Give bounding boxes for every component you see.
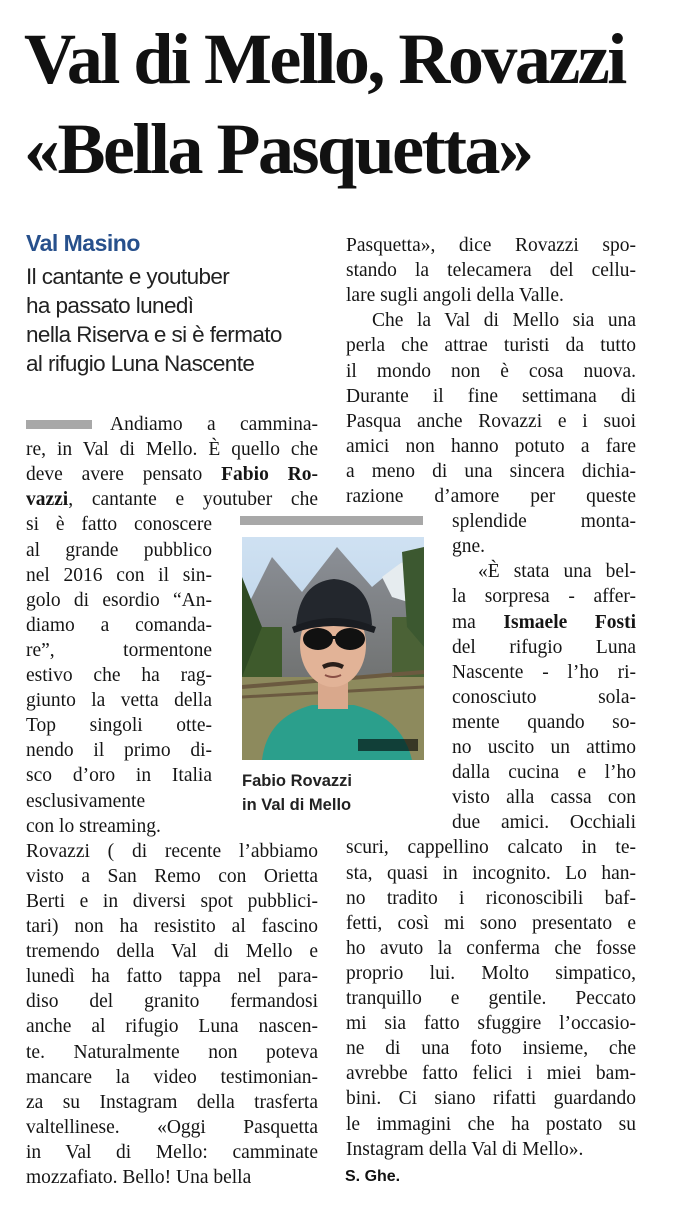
article-line: splendide monta- bbox=[452, 511, 636, 533]
photo-illustration bbox=[242, 537, 424, 760]
headline-line-2: «Bella Pasquetta» bbox=[24, 109, 532, 189]
article-line: Andiamo a cammina- bbox=[110, 414, 318, 435]
article-line: in Val di Mello: camminate bbox=[26, 1141, 318, 1163]
article-line: al grande pubblico bbox=[26, 539, 212, 561]
article-line: mi sia fatto sfuggire l’occasio- bbox=[346, 1013, 636, 1035]
article-line: amici non hanno potuto a fare bbox=[346, 435, 636, 457]
summary-line: nella Riserva e si è fermato bbox=[26, 322, 282, 347]
article-line: due amici. Occhiali bbox=[452, 812, 636, 834]
article-line: no tradito i riconoscibili baf- bbox=[346, 887, 636, 909]
article-line: tremendo della Val di Mello e bbox=[26, 941, 318, 963]
article-line: visto alla cassa con bbox=[452, 787, 636, 809]
article-line: anche al rifugio Luna nascen- bbox=[26, 1016, 318, 1038]
article-line: fetti, così mi sono presentato e bbox=[346, 912, 636, 934]
article-line: estivo che ha rag- bbox=[26, 665, 212, 686]
article-line: diso del granito fermandosi bbox=[26, 991, 318, 1013]
article-line: mozzafiato. Bello! Una bella bbox=[26, 1167, 252, 1188]
article-line: il mondo non è cosa nuova. bbox=[346, 360, 636, 382]
article-line: tari) non ha resistito al fascino bbox=[26, 916, 318, 937]
article-line: gne. bbox=[452, 536, 486, 558]
article-line: diamo a comanda- bbox=[26, 614, 212, 636]
article-line: golo di esordio “An- bbox=[26, 589, 212, 611]
section-kicker: Val Masino bbox=[26, 230, 140, 256]
article-line: conosciuto sola- bbox=[452, 686, 636, 708]
article-line: visto a San Remo con Orietta bbox=[26, 865, 318, 887]
article-line: «È stata una bel- bbox=[478, 561, 636, 583]
article-line: Pasquetta», dice Rovazzi spo- bbox=[346, 235, 636, 256]
article-line: sta, quasi in incognito. Lo han- bbox=[346, 862, 636, 884]
article-line: tranquillo e gentile. Peccato bbox=[346, 988, 636, 1009]
article-line: perla che attrae turisti da tutto bbox=[346, 335, 636, 357]
article-line: re”, tormentone bbox=[26, 639, 212, 661]
article-line: ho avuto la conferma che fosse bbox=[346, 937, 636, 959]
headline-line-1: Val di Mello, Rovazzi bbox=[24, 19, 625, 99]
summary bbox=[26, 262, 326, 378]
article-line: Pasqua anche Rovazzi e i suoi bbox=[346, 410, 636, 432]
article-line: ma Ismaele Fosti bbox=[452, 611, 636, 633]
article-line: con lo streaming. bbox=[26, 815, 161, 837]
photo-rule bbox=[240, 516, 423, 525]
article-line: esclusivamente bbox=[26, 790, 146, 812]
article-line: ne di una foto insieme, che bbox=[346, 1038, 636, 1060]
article-line: nendo il primo di- bbox=[26, 740, 212, 762]
article-line: del rifugio Luna bbox=[452, 636, 636, 658]
caption-line: Fabio Rovazzi bbox=[242, 772, 353, 790]
article-line: mancare la video testimonian- bbox=[26, 1066, 318, 1088]
article-line: avrebbe fatto felici i miei bam- bbox=[346, 1063, 636, 1085]
author-signature: S. Ghe. bbox=[345, 1168, 401, 1185]
article-line: Rovazzi ( di recente l’abbiamo bbox=[26, 840, 318, 862]
article-line: lunedì ha fatto tappa nel para- bbox=[26, 966, 318, 988]
article-line: bini. Ci siano rifatti guardando bbox=[346, 1088, 636, 1110]
article-line: valtellinese. «Oggi Pasquetta bbox=[26, 1116, 318, 1138]
article-line: scuri, cappellino calcato in te- bbox=[346, 837, 636, 859]
article-line: razione d’amore per queste bbox=[346, 486, 636, 507]
article-line: Berti e in diversi spot pubblici- bbox=[26, 890, 318, 912]
article-line: Instagram della Val di Mello». bbox=[346, 1138, 584, 1160]
caption-line: in Val di Mello bbox=[242, 796, 352, 814]
article-line: giunto la vetta della bbox=[26, 690, 212, 712]
article-line: no uscito un attimo bbox=[452, 737, 636, 758]
photo-fabio-rovazzi bbox=[242, 537, 424, 760]
article-line: stando la telecamera del cellu- bbox=[346, 260, 636, 282]
article-line: Nascente - l’ho ri- bbox=[452, 661, 636, 683]
article-line: re, in Val di Mello. È quello che bbox=[26, 439, 318, 461]
article-line: si è fatto conoscere bbox=[26, 514, 212, 536]
photo-caption bbox=[242, 769, 352, 817]
summary-line: Il cantante e youtuber bbox=[26, 264, 230, 289]
headline bbox=[24, 14, 674, 194]
article-line: a meno di una sincera dichia- bbox=[346, 460, 636, 482]
article-line: Top singoli otte- bbox=[26, 715, 212, 737]
article-line: proprio lui. Molto simpatico, bbox=[346, 962, 636, 984]
article-line: la sorpresa - affer- bbox=[452, 586, 636, 608]
summary-line: al rifugio Luna Nascente bbox=[26, 351, 255, 376]
summary-line: ha passato lunedì bbox=[26, 293, 194, 318]
article-line: le immagini che ha postato su bbox=[346, 1113, 636, 1135]
article-line: dalla cucina e l’ho bbox=[452, 762, 636, 784]
article-line: deve avere pensato Fabio Ro- bbox=[26, 464, 318, 486]
article-line: lare sugli angoli della Valle. bbox=[346, 285, 564, 307]
column-rule bbox=[26, 420, 92, 429]
article-line: te. Naturalmente non poteva bbox=[26, 1041, 318, 1063]
article-line: sco d’oro in Italia bbox=[26, 765, 212, 787]
article-line: Che la Val di Mello sia una bbox=[372, 310, 636, 332]
article-line: mente quando so- bbox=[452, 711, 636, 733]
article-line: za su Instagram della trasferta bbox=[26, 1091, 318, 1113]
article-line: nel 2016 con il sin- bbox=[26, 564, 212, 586]
article-line: Durante il fine settimana di bbox=[346, 385, 636, 407]
article-line: vazzi, cantante e youtuber che bbox=[26, 489, 318, 511]
